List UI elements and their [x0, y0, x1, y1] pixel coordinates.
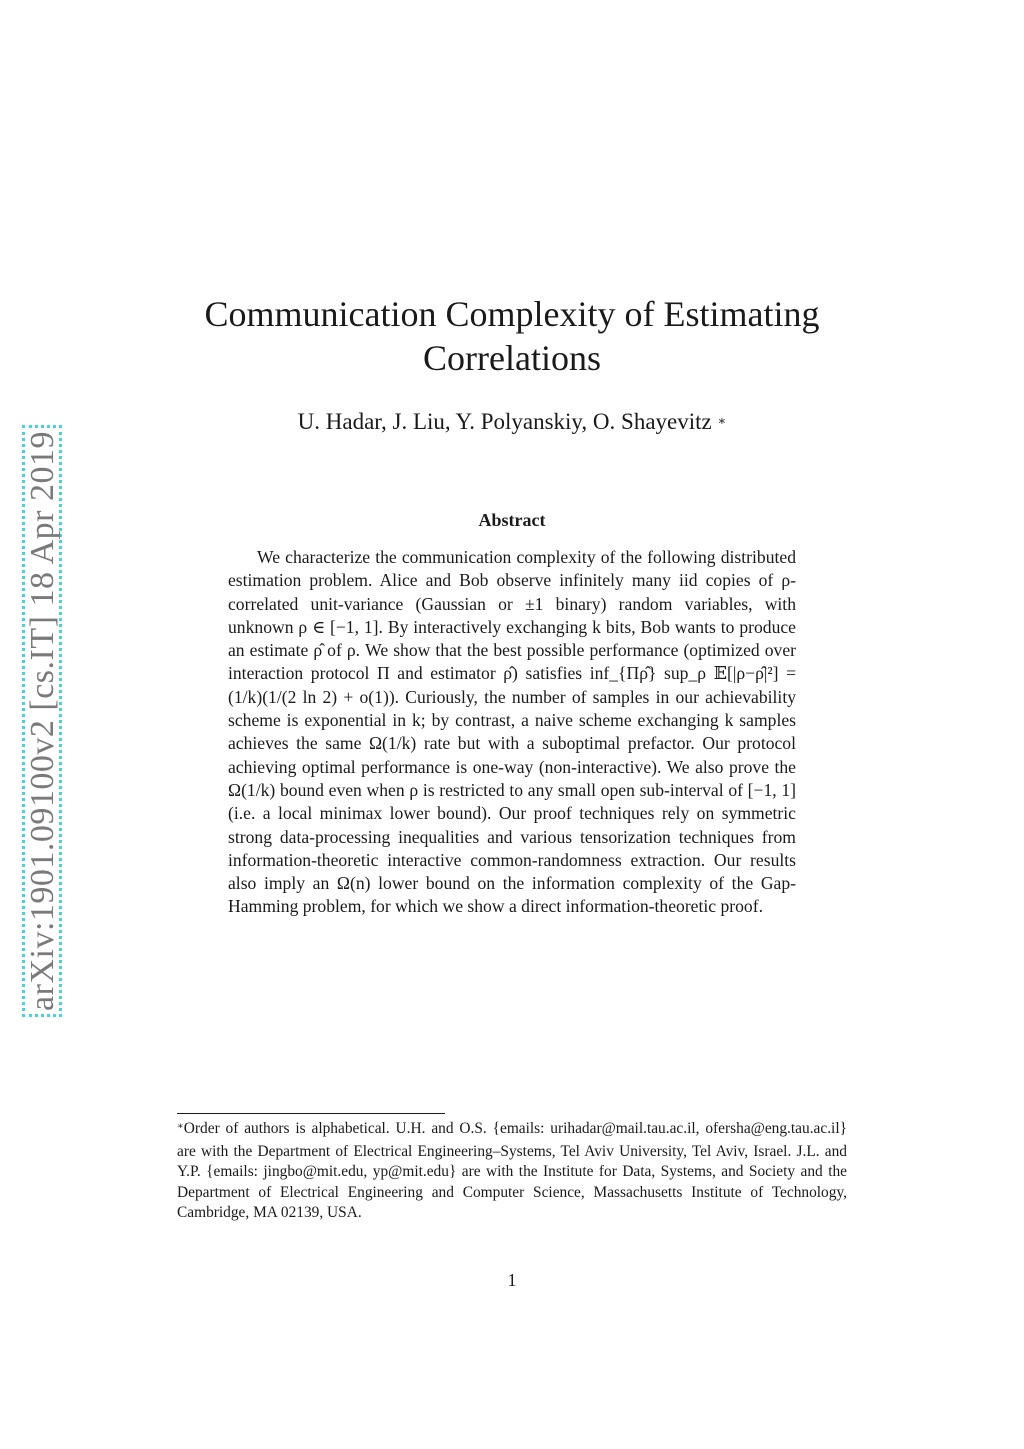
footnote-text: Order of authors is alphabetical. U.H. and O.S. {emails: urihadar@mail.tau.ac.il, ofersha@eng.tau.ac.il} are with the Department of Electrical Engineering–Systems, Tel Aviv University, Tel Aviv, Israel. J.L. and Y.P. {emails: jingbo@mit.edu, yp@mit.edu} are with the Institute for Data, Systems, and Society and the Department of Electrical Engineering and Computer Science, Massachusetts Institute of Technology, Cambridge, MA 02139, USA.: [177, 1120, 847, 1222]
author-list: [160, 408, 864, 439]
arxiv-stamp-text: arXiv:1901.09100v2 [cs.IT] 18 Apr 2019: [24, 431, 61, 1011]
page-number: 1: [507, 1270, 517, 1290]
abstract-body: We characterize the communication complexity of the following distributed estimation problem. Alice and Bob observe infinitely many iid copies of ρ-correlated unit-variance (Gaussian or ±1 binary) random variables, with unknown ρ ∈ [−1, 1]. By interactively exchanging k bits, Bob wants to produce an estimate ρ̂ of ρ. We show that the best possible performance (optimized over interaction protocol Π and estimator ρ̂) satisfies inf_{Πρ̂} sup_ρ 𝔼[|ρ−ρ̂|²] = (1/k)(1/(2 ln 2) + o(1)). Curiously, the number of samples in our achievability scheme is exponential in k; by contrast, a naive scheme exchanging k samples achieves the same Ω(1/k) rate but with a suboptimal prefactor. Our protocol achieving optimal performance is one-way (non-interactive). We also prove the Ω(1/k) bound even when ρ is restricted to any small open sub-interval of [−1, 1] (i.e. a local minimax lower bound). Our proof techniques rely on symmetric strong data-processing inequalities and various tensorization techniques from information-theoretic interactive common-randomness extraction. Our results also imply an Ω(n) lower bound on the information complexity of the Gap-Hamming problem, for which we show a direct information-theoretic proof.: [228, 547, 796, 917]
author-names: U. Hadar, J. Liu, Y. Polyanskiy, O. Shayevitz: [297, 409, 712, 434]
footnote: [177, 1119, 847, 1224]
footnote-mark: ∗: [177, 1121, 184, 1132]
footnote-rule: [177, 1113, 445, 1114]
author-footnote-mark: ∗: [717, 413, 727, 428]
paper-title: Communication Complexity of Estimating Correlations: [204, 294, 820, 378]
abstract-heading: Abstract: [478, 510, 546, 530]
